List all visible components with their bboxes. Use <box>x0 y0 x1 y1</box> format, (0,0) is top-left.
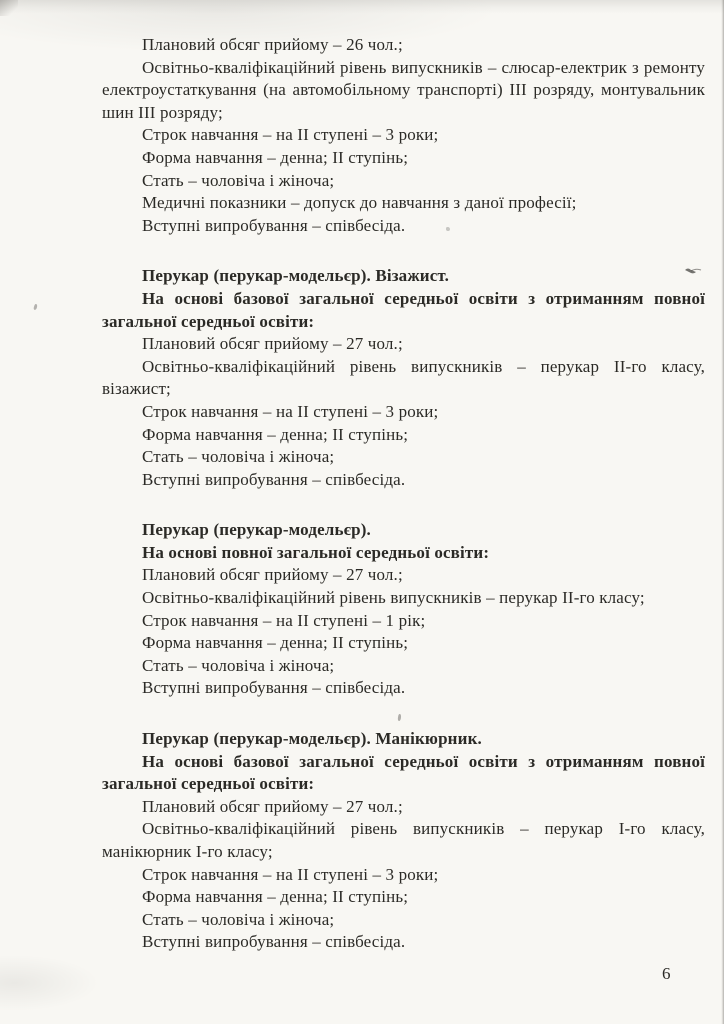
body-paragraph: Вступні випробування – співбесіда. <box>142 678 406 698</box>
body-paragraph: Освітньо-кваліфікаційний рівень випускників – перукар І-го класу, манікюрник І-го класу; <box>102 819 705 861</box>
document-section <box>102 728 705 954</box>
document-section <box>102 265 705 491</box>
page-number: 6 <box>662 964 671 983</box>
body-paragraph: Строк навчання – на ІІ ступені – 3 роки; <box>142 401 439 421</box>
body-paragraph: Плановий обсяг прийому – 27 чол.; <box>142 334 403 354</box>
body-paragraph: Освітньо-кваліфікаційний рівень випускників – перукар ІІ-го класу; <box>142 588 645 608</box>
body-paragraph: Строк навчання – на ІІ ступені – 3 роки; <box>142 864 439 884</box>
body-paragraph: Стать – чоловіча і жіноча; <box>142 909 335 929</box>
body-paragraph: Медичні показники – допуск до навчання з даної професії; <box>142 193 577 213</box>
document-section <box>102 519 705 700</box>
body-paragraph: Стать – чоловіча і жіноча; <box>142 170 335 190</box>
section-heading: Перукар (перукар-модельєр). <box>142 520 371 540</box>
section-subheading: На основі базової загальної середньої освіти з отриманням повної загальної середньої освіти: <box>102 288 705 331</box>
scan-speck <box>446 227 450 231</box>
document-section <box>102 34 705 237</box>
scan-speck <box>33 304 38 311</box>
body-paragraph: Плановий обсяг прийому – 27 чол.; <box>142 796 403 816</box>
section-subheading: На основі повної загальної середньої освіти: <box>142 542 490 562</box>
body-paragraph: Форма навчання – денна; ІІ ступінь; <box>142 147 409 167</box>
section-subheading: На основі базової загальної середньої освіти з отриманням повної загальної середньої освіти: <box>102 751 705 794</box>
body-paragraph: Форма навчання – денна; ІІ ступінь; <box>142 424 409 444</box>
ink-artifact-icon <box>684 266 702 276</box>
body-paragraph: Освітньо-кваліфікаційний рівень випускників – слюсар-електрик з ремонту електроустаткування (на автомобільному транспорті) ІІІ розряду, монтувальник шин ІІІ розряду; <box>102 57 705 122</box>
body-paragraph: Строк навчання – на ІІ ступені – 1 рік; <box>142 610 426 630</box>
body-paragraph: Форма навчання – денна; ІІ ступінь; <box>142 887 409 907</box>
body-paragraph: Освітньо-кваліфікаційний рівень випускників – перукар ІІ-го класу, візажист; <box>102 356 705 399</box>
body-paragraph: Форма навчання – денна; ІІ ступінь; <box>142 633 409 653</box>
section-heading: Перукар (перукар-модельєр). Візажист. <box>142 266 450 286</box>
body-paragraph: Вступні випробування – співбесіда. <box>142 469 406 489</box>
body-paragraph: Плановий обсяг прийому – 26 чол.; <box>142 35 403 54</box>
body-paragraph: Вступні випробування – співбесіда. <box>142 215 406 235</box>
section-heading: Перукар (перукар-модельєр). Манікюрник. <box>142 729 482 749</box>
scan-edge-corner <box>0 0 18 16</box>
body-paragraph: Вступні випробування – співбесіда. <box>142 932 406 952</box>
body-paragraph: Стать – чоловіча і жіноча; <box>142 655 335 675</box>
body-paragraph: Стать – чоловіча і жіноча; <box>142 447 335 467</box>
document-content <box>102 34 705 954</box>
body-paragraph: Плановий обсяг прийому – 27 чол.; <box>142 565 403 585</box>
body-paragraph: Строк навчання – на ІІ ступені – 3 роки; <box>142 125 439 145</box>
